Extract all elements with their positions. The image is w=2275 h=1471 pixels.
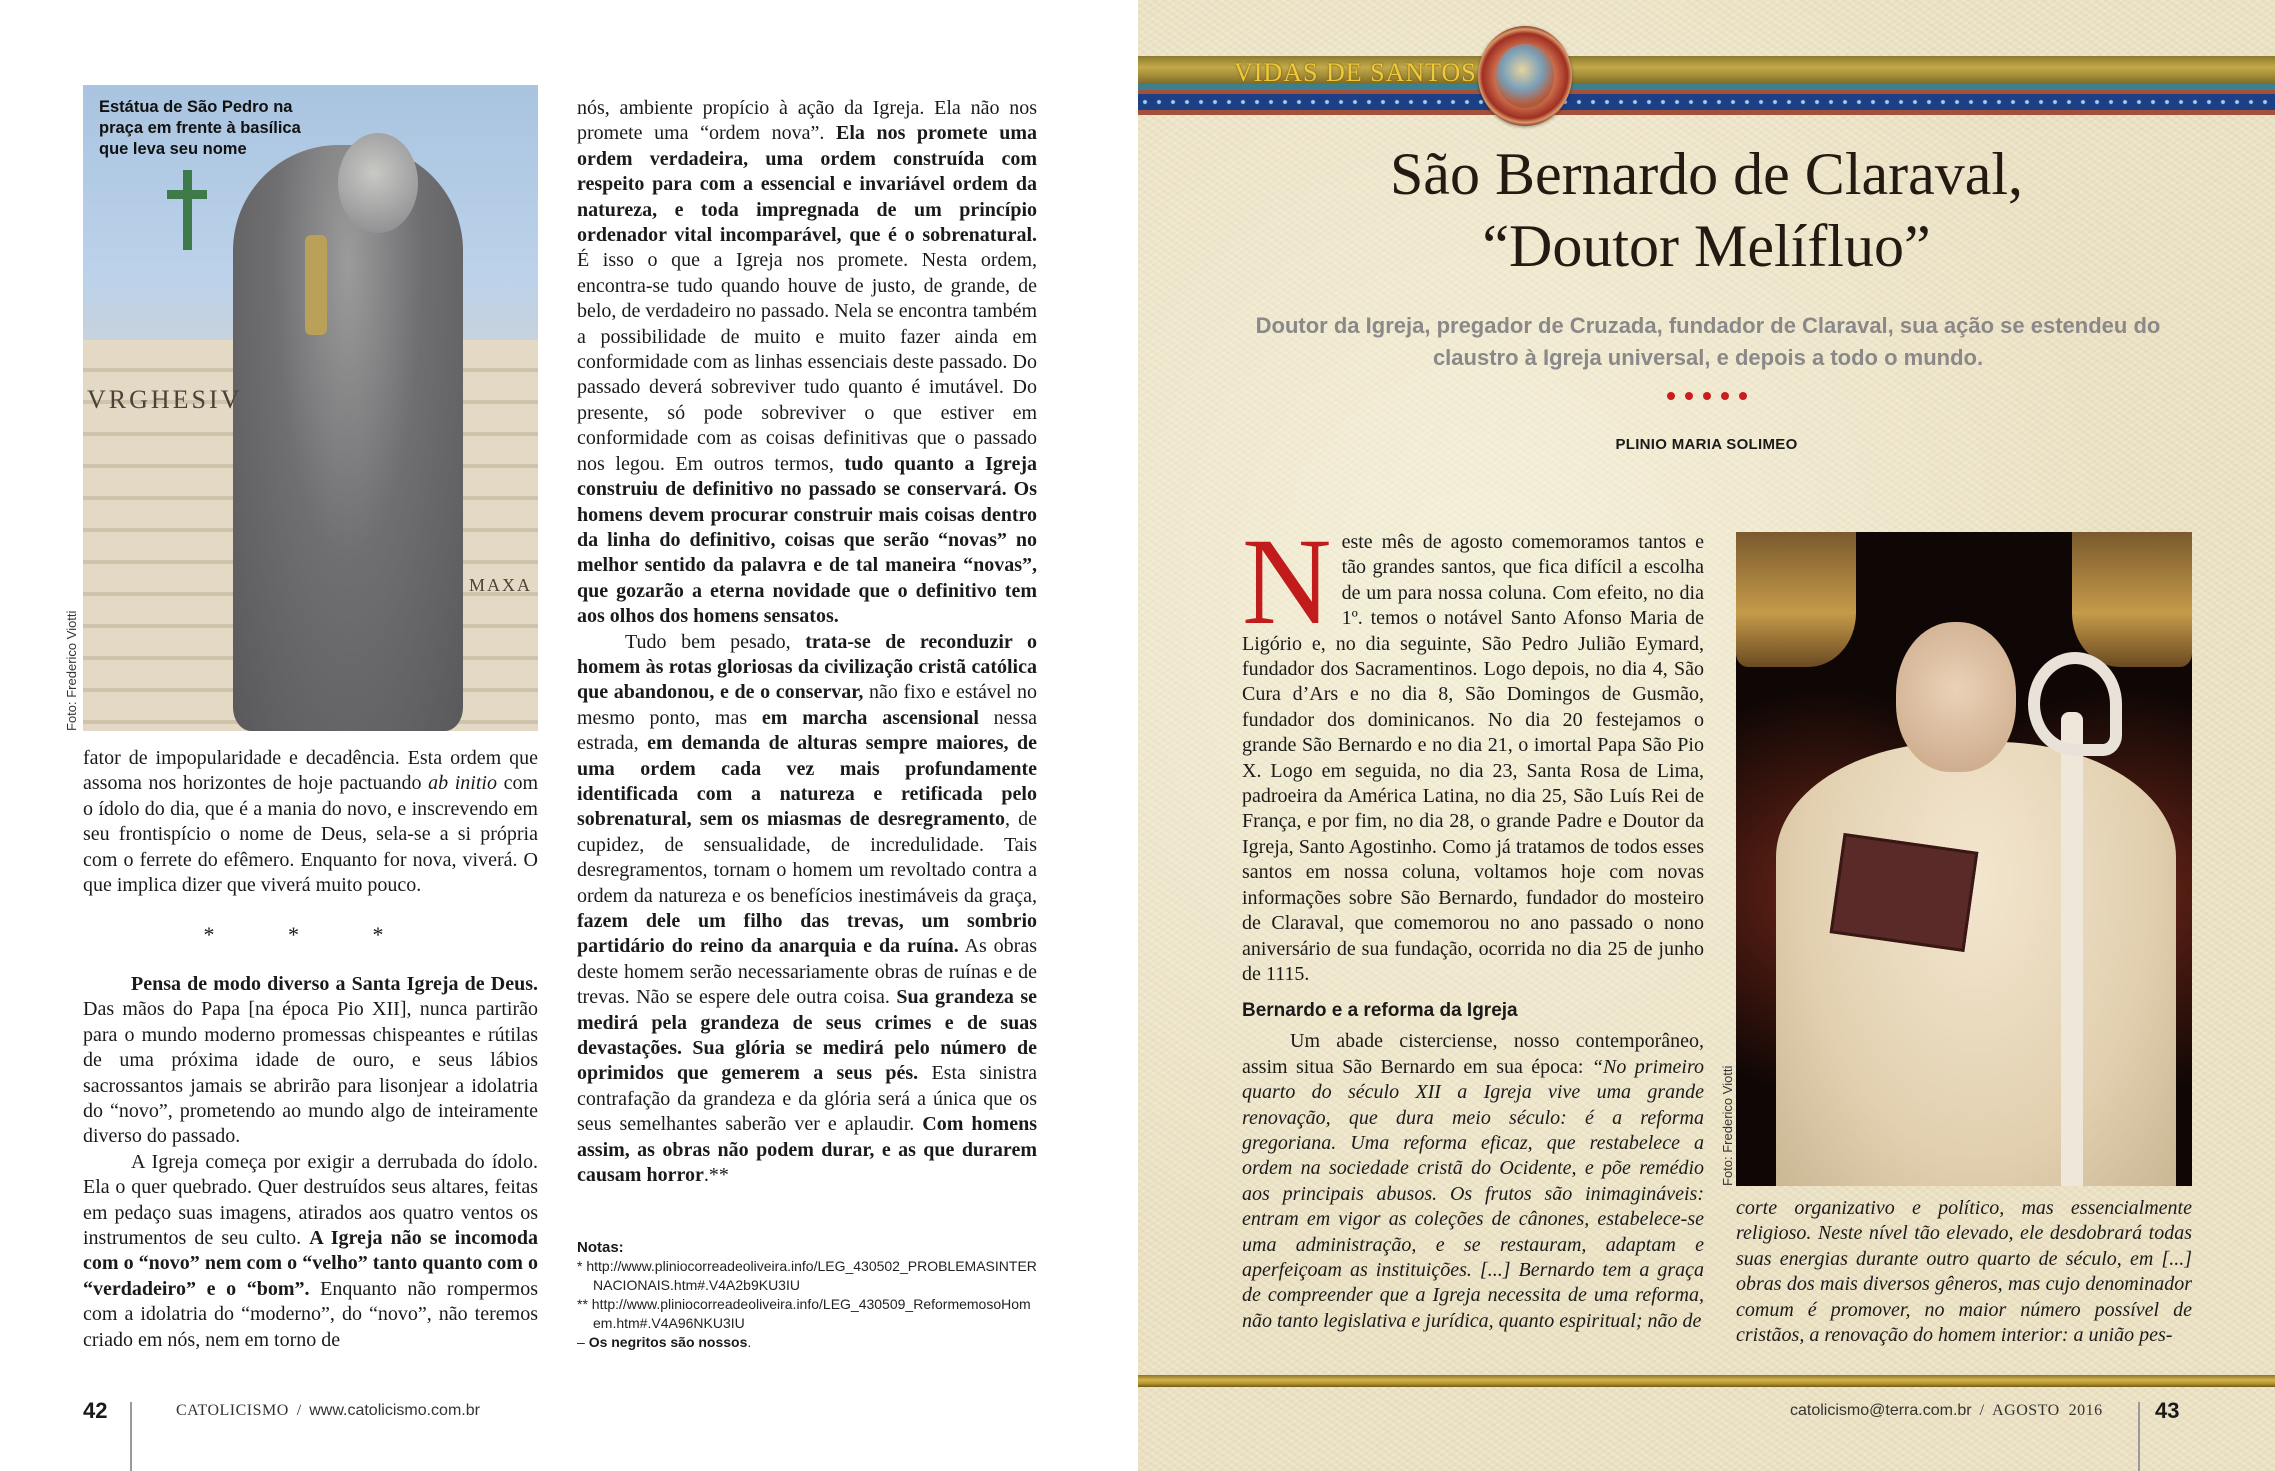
text: Tudo bem pesado, bbox=[625, 630, 806, 653]
footer-separator: / bbox=[1979, 1402, 1985, 1419]
crozier-icon bbox=[2028, 652, 2122, 756]
author-byline: PLINIO MARIA SOLIMEO bbox=[1615, 436, 1798, 453]
crozier-staff bbox=[2061, 712, 2083, 1186]
text: este mês de agosto comemoramos tantos e tão grandes santos, que fica difícil a escolha de um para nossa coluna. Com efeito, no dia 1º. temos o notável Santo Afonso Maria de Ligório e, no dia seguinte, São Pedro Julião Eymard, fundador dos Sacramentinos. Logo depois, no dia 4, São Cura d’Ars e no dia 8, São Domingos de Gusmão, fundador dos dominicanos. No dia 20 festejamos o grande São Bernardo e no dia 21, o imortal Papa São Pio X. Logo em seguida, no dia 23, Santa Rosa de Lima, padroeira da América Latina, no dia 25, São Luís Rei de França, e por fim, no dia 28, o grande Padre e Doutor da Igreja, Santo Agostinho. Como já tratamos de todos esses santos em nossa coluna, voltamos hoje com novas informações sobre São Bernardo, fundador do mosteiro de Claraval, que comemorou no ano passado o nono aniversário de sua fundação, ocorrida no dia 25 de junho de 1115. bbox=[1242, 531, 1704, 985]
text: .** bbox=[703, 1164, 729, 1187]
statue-head bbox=[338, 133, 418, 233]
dot-icon bbox=[1703, 392, 1711, 400]
photo-credit: Foto: Frederico Viotti bbox=[1720, 1065, 1735, 1186]
book-icon bbox=[1830, 833, 1979, 952]
bold-text: Com homens assim, as obras não podem durar, e as que durarem causam horror bbox=[577, 1113, 1037, 1187]
text: , de cupidez, de sensualidade, de incredulidade. Tais desregramentos, tornam o homem um revoltado contra a ordem da natureza e os benefícios inestimáveis da graça, bbox=[577, 808, 1037, 907]
paragraph bbox=[577, 96, 1037, 630]
gilded-capital-right bbox=[2072, 532, 2192, 667]
text: As obras deste homem serão necessariamente obras de ruínas e de trevas. Não se espere dele outra coisa. bbox=[577, 935, 1037, 1009]
italic-text: ab initio bbox=[428, 772, 497, 795]
bold-text: tudo quanto a Igreja construiu de definitivo no passado se conservará. Os homens devem procurar construir mais coisas dentro da linha do definitivo, coisas que serão “novas” no melhor sentido da palavra e de tal maneira “novas”, que gozarão a eterna novidade que o definitivo tem aos olhos dos homens sensatos. bbox=[577, 452, 1037, 628]
section-label: VIDAS DE SANTOS bbox=[1234, 58, 1477, 87]
drop-cap: N bbox=[1242, 513, 1332, 650]
facade-inscription-right: MAXA bbox=[469, 575, 533, 595]
key-icon bbox=[305, 235, 327, 335]
dot-icon bbox=[1667, 392, 1675, 400]
title-line-1: São Bernardo de Claraval, bbox=[1389, 141, 2024, 207]
footer-separator: / bbox=[296, 1402, 302, 1419]
quote-text: corte organizativo e político, mas essencialmente religioso. Neste nível tão elevado, ele desdobrará todas suas energias durante outro quarto de século, em [...] obras dos mais diversos gêneros, mas cujo denominador comum é promover, no maior número possível de cristãos, a renovação do homem interior: a união pes- bbox=[1736, 1197, 2192, 1347]
bold-text: em marcha ascensional bbox=[761, 706, 979, 729]
bold-text: em demanda de alturas sempre maiores, de uma ordem cada vez mais profundamente identificada com a natureza e retificada pelo sobrenatural, sem os miasmas de desregramento bbox=[577, 732, 1038, 831]
left-column-1 bbox=[83, 746, 538, 898]
text: Um abade cisterciense, nosso contemporâneo, assim situa São Bernardo em sua época: bbox=[1242, 1030, 1704, 1078]
cross-icon-bar bbox=[167, 190, 207, 199]
period: . bbox=[747, 1334, 752, 1350]
page-number-left: 42 bbox=[83, 1398, 108, 1423]
quote-text: “No primeiro quarto do século XII a Igreja vive uma grande renovação, que dura meio século: é a reforma gregoriana. Uma reforma eficaz, que restabelece a ordem na sociedade cristã do Ocidente, e põe remédio aos principais abusos. Os frutos são inimagináveis: entram em vigor as coleções de cânones, estabelece-se uma administração, e se restauram, adaptam e aperfeiçoam as instituições. [...] Bernardo tem a graça de compreender que a Igreja necessita de uma reforma, não tanto legislativa e jurídica, quanto espiritual; não de bbox=[1242, 1055, 1704, 1332]
page-number-right: 43 bbox=[2155, 1398, 2180, 1423]
right-column-2 bbox=[1736, 1196, 2192, 1348]
notes-section bbox=[577, 1238, 1037, 1352]
footer-right-text bbox=[1790, 1402, 2103, 1420]
left-column-2 bbox=[577, 96, 1037, 1188]
cross-icon bbox=[183, 170, 192, 250]
bold-note-text: Os negritos são nossos bbox=[588, 1334, 748, 1350]
gold-footer-rule bbox=[1138, 1375, 2275, 1387]
photo-caption: Estátua de São Pedro na praça em frente à basílica que leva seu nome bbox=[99, 98, 301, 158]
text: A Igreja começa por exigir a derrubada do ídolo. Ela o quer quebrado. Quer destruídos seus altares, feitas em pedaço suas imagens, atirados aos quatro ventos os instrumentos de seu culto. bbox=[83, 1150, 538, 1250]
left-column-1-cont bbox=[83, 972, 538, 1353]
bold-text: Sua grandeza se medirá pela grandeza de seus crimes e de suas devastações. Sua glória se medirá pelo número de oprimidos que gemerem a seus pés. bbox=[577, 986, 1037, 1085]
article-subtitle: Doutor da Igreja, pregador de Cruzada, fundador de Claraval, sua ação se estendeu do claustro à Igreja universal, e depois a todo o mundo. bbox=[1255, 313, 2161, 370]
note-link-1[interactable]: * http://www.pliniocorreadeoliveira.info/LEG_430502_PROBLEMASINTERNACIONAIS.htm#.V4A2b9KU3IU bbox=[577, 1258, 1037, 1293]
saint-bernard-statue-photo bbox=[1736, 532, 2192, 1186]
band-red bbox=[1138, 110, 2275, 115]
text: Esta sinistra contrafação da grandeza e da glória será a única que os seus semelhantes saberão ver e aplaudir. bbox=[577, 1062, 1037, 1136]
magazine-name: CATOLICISMO bbox=[176, 1402, 289, 1419]
decorative-dots bbox=[1138, 392, 2275, 400]
medallion-icon bbox=[1478, 26, 1572, 126]
email-link[interactable]: catolicismo@terra.com.br bbox=[1790, 1402, 1972, 1419]
issue-date: AGOSTO 2016 bbox=[1992, 1402, 2103, 1419]
intro-paragraph bbox=[1242, 513, 1704, 987]
dot-icon bbox=[1739, 392, 1747, 400]
bold-text: Pensa de modo diverso a Santa Igreja de Deus. bbox=[131, 973, 538, 995]
right-page bbox=[1138, 0, 2275, 1471]
text: não fixo e estável no mesmo ponto, mas bbox=[577, 681, 1037, 729]
footer-left-text bbox=[176, 1402, 480, 1420]
paragraph bbox=[1242, 1029, 1704, 1334]
paragraph bbox=[83, 972, 538, 1150]
photo-credit: Foto: Frederico Viotti bbox=[64, 610, 79, 731]
text: É isso o que a Igreja nos promete. Nesta ordem, encontra-se tudo quando houve de justo, de grande, de belo, de verdadeiro no passado. Nela se encontra também a possibilidade de muito e muito fazer ainda em conformidade com as linhas essenciais deste passado. Do passado deverá sobreviver tudo quanto é imutável. Do presente, só pode sobreviver o que estiver em conformidade com as coisas definitivas que o passado nos legou. Em outros termos, bbox=[577, 249, 1037, 475]
bold-text: trata-se de reconduzir o homem às rotas gloriosas da civilização cristã católica que abandonou, e de o conservar, bbox=[577, 630, 1037, 704]
notes-title: Notas: bbox=[577, 1239, 624, 1256]
dot-icon bbox=[1721, 392, 1729, 400]
dot-icon bbox=[1685, 392, 1693, 400]
statue-figure bbox=[233, 145, 463, 731]
band-blue-stars bbox=[1138, 94, 2275, 110]
saint-peter-statue-photo bbox=[83, 85, 538, 731]
statue-habit bbox=[1776, 742, 2176, 1186]
article-title bbox=[1138, 138, 2275, 282]
footer-divider bbox=[130, 1402, 132, 1471]
dash: – bbox=[577, 1334, 589, 1350]
text: fator de impopularidade e decadência. Esta ordem que assoma nos horizontes de hoje pactuando bbox=[83, 747, 538, 795]
paragraph bbox=[577, 630, 1037, 1189]
note-link-2[interactable]: ** http://www.pliniocorreadeoliveira.info/LEG_430509_ReformemosoHomem.htm#.V4A96NKU3IU bbox=[577, 1296, 1031, 1331]
paragraph bbox=[83, 746, 538, 898]
text: nessa estrada, bbox=[577, 706, 1037, 755]
paragraph bbox=[83, 1150, 538, 1353]
note-bold-remark bbox=[577, 1333, 1037, 1352]
paragraph bbox=[1736, 1196, 2192, 1348]
title-line-2: “Doutor Melífluo” bbox=[1482, 213, 1931, 279]
text: Enquanto não rompermos com a idolatria do “moderno”, do “novo”, não teremos criado em nós, nem em torno de bbox=[83, 1277, 539, 1351]
section-heading: Bernardo e a reforma da Igreja bbox=[1242, 1000, 1518, 1022]
text: com o ídolo do dia, que é a mania do novo, e inscrevendo em seu frontispício o nome de Deus, sela-se a si própria com o ferrete do efêmero. Enquanto for nova, viverá. O que implica dizer que viverá muito pouco. bbox=[83, 772, 539, 897]
footer-divider bbox=[2138, 1402, 2140, 1471]
right-column-1 bbox=[1242, 513, 1704, 1334]
statue-face bbox=[1896, 622, 2016, 772]
text: nós, ambiente propício à ação da Igreja. Ela não nos promete uma “ordem nova”. bbox=[577, 97, 1037, 145]
bold-text: Ela nos promete uma ordem verdadeira, uma ordem construída com respeito para com a essencial e invariável ordem da natureza, e toda impregnada de um princípio ordenador vital incomparável, que é o sobrenatural. bbox=[577, 122, 1037, 247]
text: Das mãos do Papa [na época Pio XII], nunca partirão para o mundo moderno promessas chispeantes e rútilas de uma próxima idade de ouro, e seus lábios sacrossantos jamais se abrirão para lisonjear a idolatria do “novo”, prometendo ao mundo algo de inteiramente diverso do passado. bbox=[83, 998, 538, 1148]
section-separator: * * * bbox=[203, 922, 418, 947]
bold-text: A Igreja não se incomoda com o “novo” nem com o “velho” tanto quanto com o “verdadeiro” e o “bom”. bbox=[83, 1227, 538, 1300]
facade-inscription-left: VRGHESIV bbox=[87, 385, 243, 414]
gilded-capital-left bbox=[1736, 532, 1856, 667]
bold-text: fazem dele um filho das trevas, um sombrio partidário do reino da anarquia e da ruína. bbox=[577, 910, 1037, 958]
website-link[interactable]: www.catolicismo.com.br bbox=[309, 1402, 480, 1419]
medallion-image bbox=[1496, 44, 1554, 108]
